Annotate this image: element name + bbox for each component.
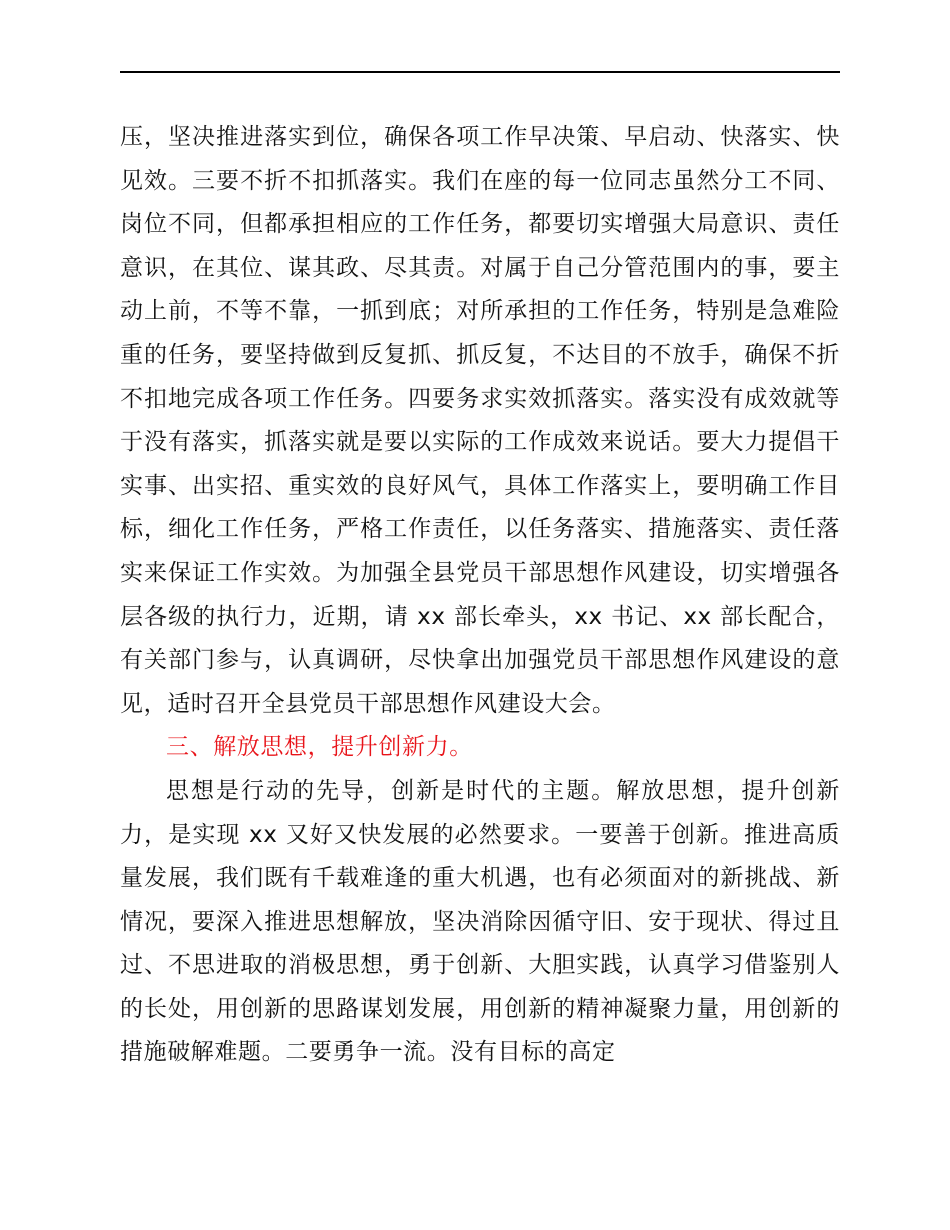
document-body: [120, 116, 840, 1075]
paragraph-section-3: 思想是行动的先导，创新是时代的主题。解放思想，提升创新力，是实现 xx 又好又快发展的必然要求。一要善于创新。推进高质量发展，我们既有千载难逢的重大机遇，也有必须面对的新挑战、新情况，要深入推进思想解放，坚决消除因循守旧、安于现状、得过且过、不思进取的消极思想，勇于创新、大胆实践，认真学习借鉴别人的长处，用创新的思路谋划发展，用创新的精神凝聚力量，用创新的措施破解难题。二要勇争一流。没有目标的高定: [120, 777, 840, 1066]
section-heading: 三、解放思想，提升创新力。: [166, 734, 473, 761]
header-rule: [120, 71, 840, 73]
paragraph-continued: 压，坚决推进落实到位，确保各项工作早决策、早启动、快落实、快见效。三要不折不扣抓落实。我们在座的每一位同志虽然分工不同、岗位不同，但都承担相应的工作任务，都要切实增强大局意识、责任意识，在其位、谋其政、尽其责。对属于自己分管范围内的事，要主动上前，不等不靠，一抓到底；对所承担的工作任务，特别是急难险重的任务，要坚持做到反复抓、抓反复，不达目的不放手，确保不折不扣地完成各项工作任务。四要务求实效抓落实。落实没有成效就等于没有落实，抓落实就是要以实际的工作成效来说话。要大力提倡干实事、出实招、重实效的良好风气，具体工作落实上，要明确工作目标，细化工作任务，严格工作责任，以任务落实、措施落实、责任落实来保证工作实效。为加强全县党员干部思想作风建设，切实增强各层各级的执行力，近期，请 xx 部长牵头，xx 书记、xx 部长配合，有关部门参与，认真调研，尽快拿出加强党员干部思想作风建设的意见，适时召开全县党员干部思想作风建设大会。: [120, 124, 840, 717]
